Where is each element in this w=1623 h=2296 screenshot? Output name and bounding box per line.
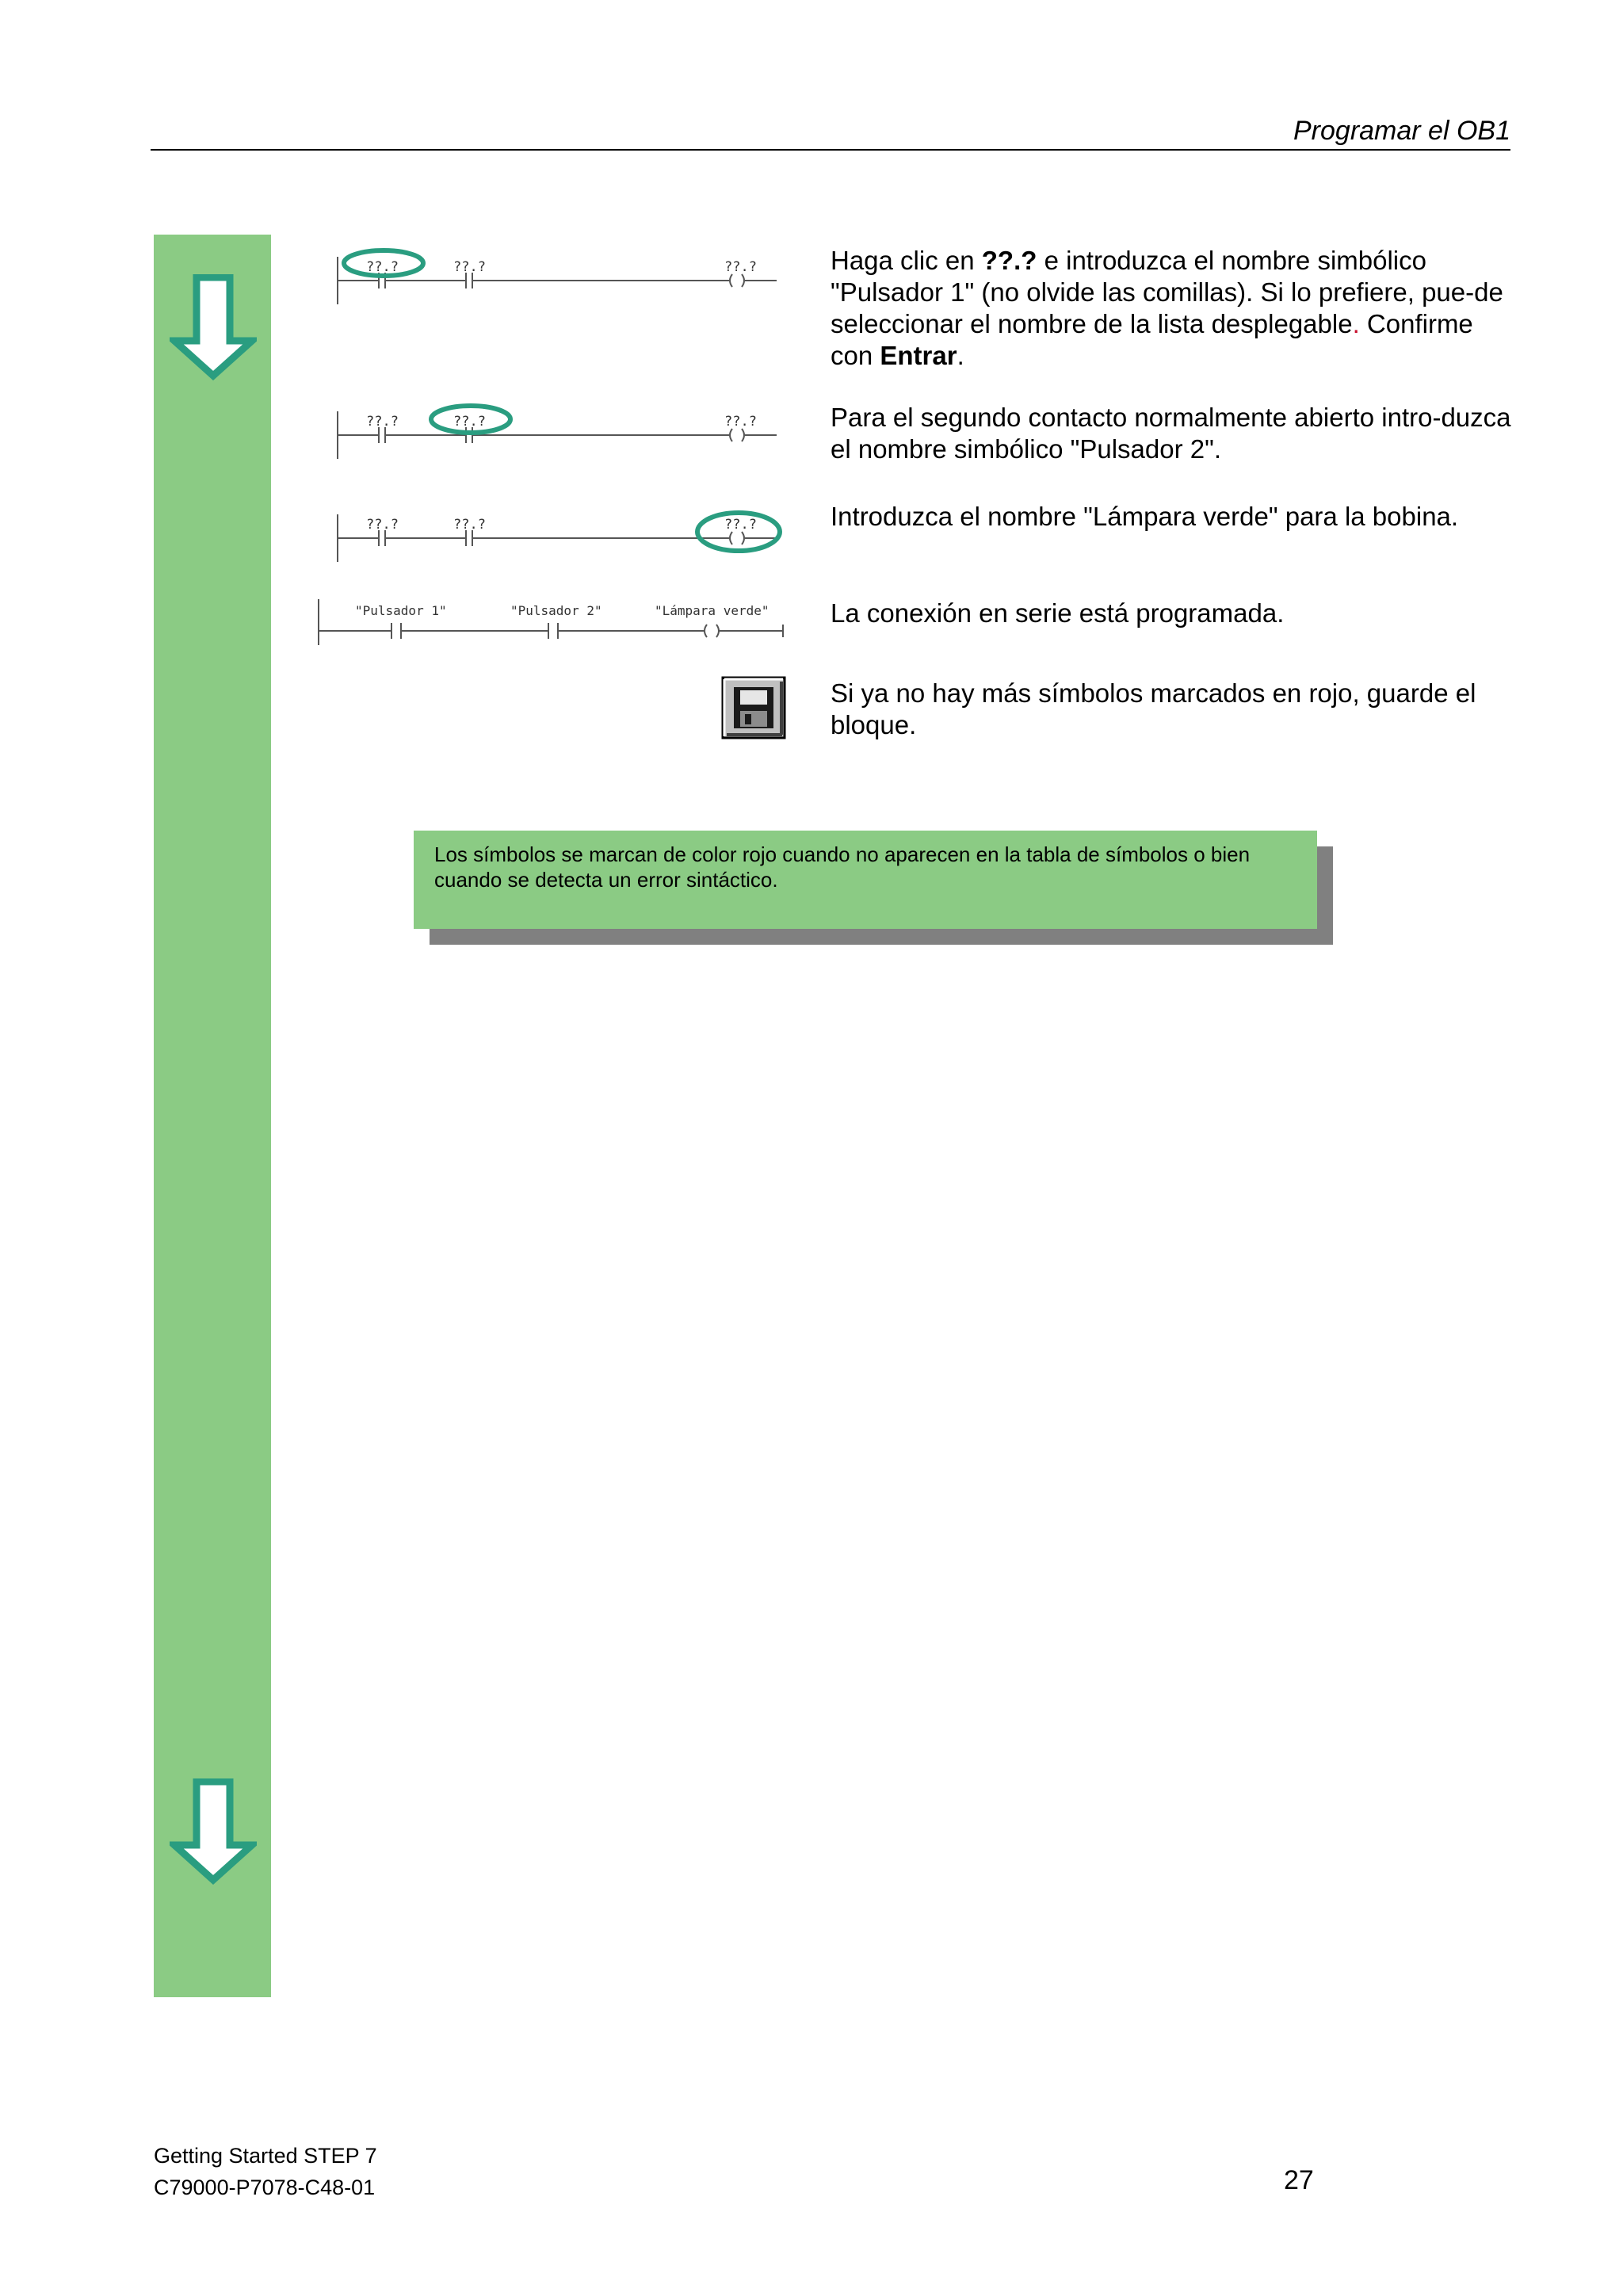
- step1-enter-key: Entrar: [880, 341, 957, 370]
- ladder-diagram-completed: [315, 594, 791, 654]
- section-title: Programar el OB1: [1293, 116, 1510, 146]
- ladder-diagram-step1: [333, 246, 808, 313]
- contact2-placeholder[interactable]: ??.?: [453, 259, 486, 275]
- contact2-placeholder[interactable]: ??.?: [453, 414, 486, 430]
- floppy-disk-icon[interactable]: [721, 676, 786, 739]
- note-box: Los símbolos se marcan de color rojo cuando no aparecen en la tabla de símbolos o bien cuando se detecta un error sintáctico.: [414, 831, 1317, 929]
- step5-instruction: Si ya no hay más símbolos marcados en rojo, guarde el bloque.: [831, 678, 1476, 739]
- contact2-symbol[interactable]: "Pulsador 2": [510, 603, 602, 618]
- step4-instruction: La conexión en serie está programada.: [831, 598, 1285, 628]
- coil-placeholder[interactable]: ??.?: [724, 414, 757, 430]
- header-rule: [151, 149, 1510, 151]
- step1-red-dot: .: [1352, 309, 1360, 338]
- contact1-placeholder[interactable]: ??.?: [366, 517, 399, 533]
- coil-symbol[interactable]: "Lámpara verde": [655, 603, 769, 618]
- page-number: 27: [1284, 2165, 1314, 2195]
- step1-instruction: [831, 245, 1514, 372]
- step3-instruction: Introduzca el nombre "Lámpara verde" para la bobina.: [831, 502, 1459, 531]
- ladder-diagram-step3: [333, 503, 808, 571]
- ladder-diagram-step2: [333, 400, 808, 468]
- step1-placeholder-bold: ??.?: [981, 246, 1037, 275]
- down-arrow-icon: [170, 274, 257, 380]
- contact1-symbol[interactable]: "Pulsador 1": [355, 603, 447, 618]
- step1-text-pre: Haga clic en: [831, 246, 982, 275]
- footer-order-number: C79000-P7078-C48-01: [154, 2176, 376, 2199]
- footer-product: Getting Started STEP 7: [154, 2144, 377, 2168]
- step2-instruction: Para el segundo contacto normalmente abierto intro-duzca el nombre simbólico "Pulsador 2".: [831, 403, 1511, 464]
- coil-placeholder[interactable]: ??.?: [724, 259, 757, 275]
- footer-info: [154, 2140, 377, 2203]
- contact2-placeholder[interactable]: ??.?: [453, 517, 486, 533]
- contact1-placeholder[interactable]: ??.?: [366, 414, 399, 430]
- coil-placeholder[interactable]: ??.?: [724, 517, 757, 533]
- step1-text-confirm: Confirme con: [831, 309, 1473, 370]
- step1-text-end: .: [957, 341, 964, 370]
- down-arrow-icon: [170, 1778, 257, 1885]
- step1-text-mid: e introduzca el nombre simbólico "Pulsador 1" (no olvide las comillas). Si lo prefiere, pue-de seleccionar el nombre de la lista desplegable: [831, 246, 1503, 338]
- sidebar-bar: [154, 235, 271, 1997]
- contact1-placeholder[interactable]: ??.?: [366, 259, 399, 275]
